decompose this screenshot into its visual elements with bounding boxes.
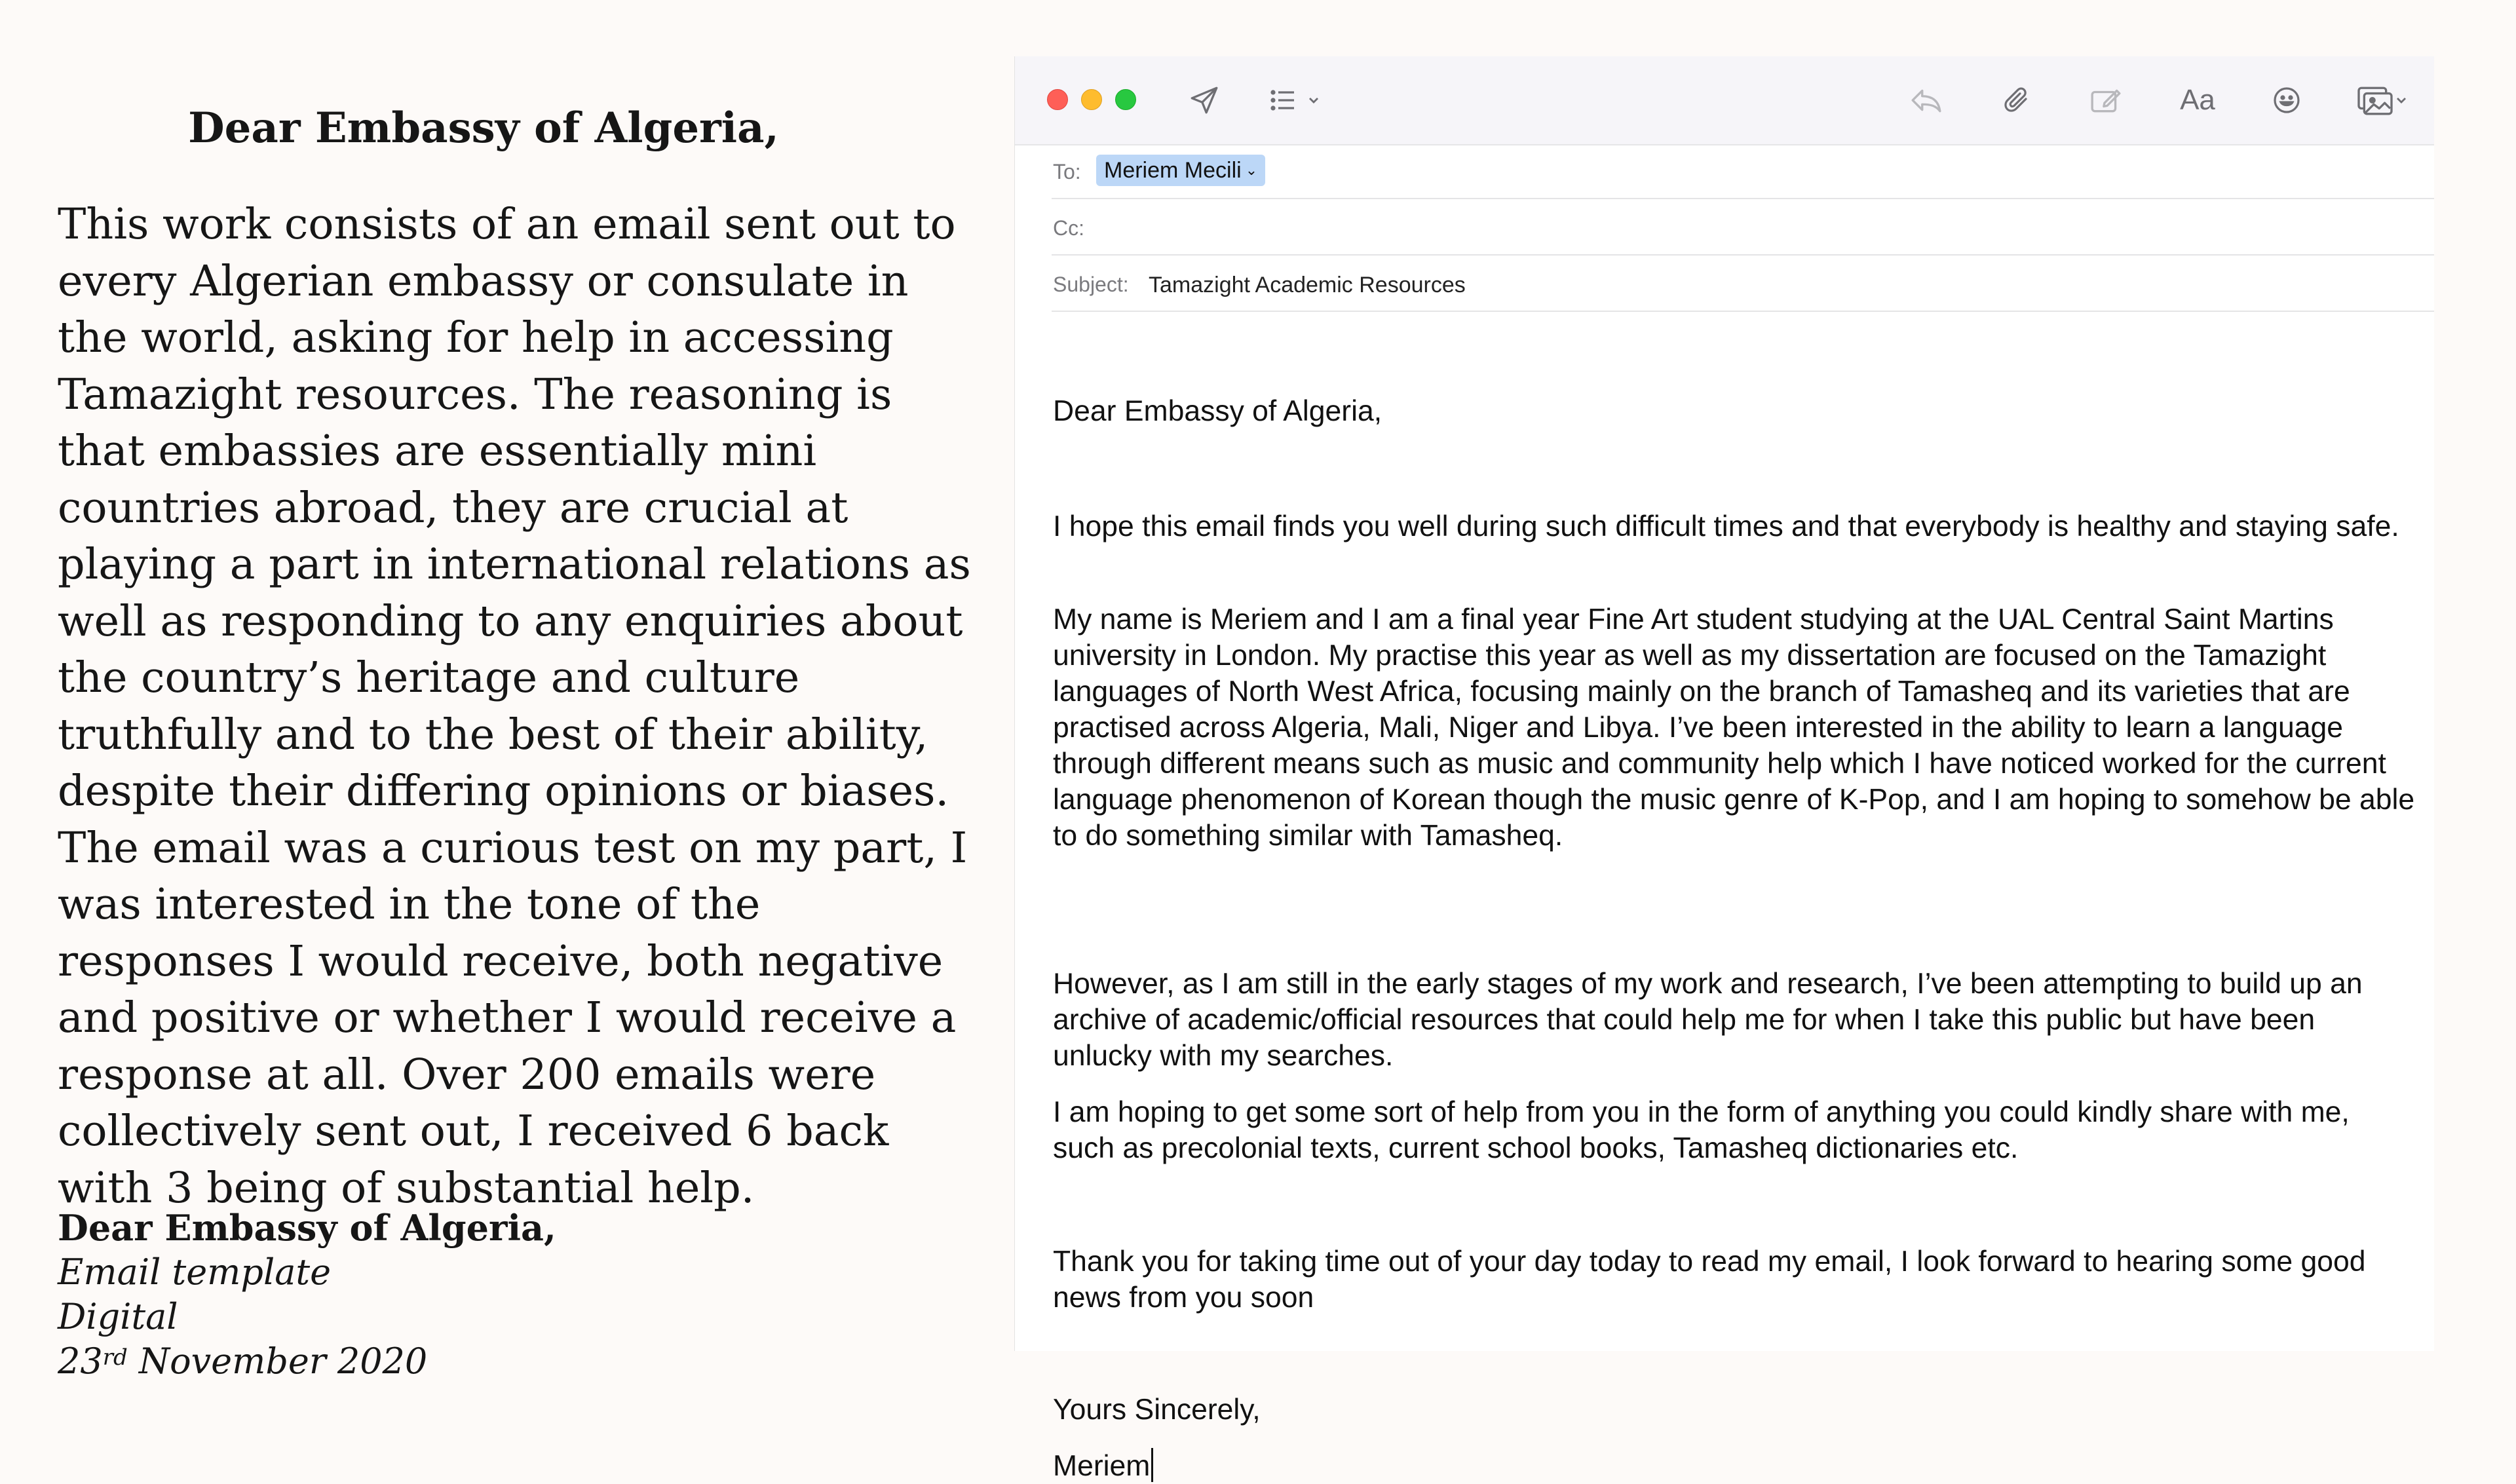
caption-date-suffix: rd (102, 1344, 128, 1371)
close-window-button[interactable] (1047, 89, 1068, 110)
divider (1052, 311, 2434, 312)
caption-date-day: 23 (58, 1341, 103, 1382)
markup-button[interactable] (2084, 79, 2127, 122)
body-paragraph-2: My name is Meriem and I am a final year Fine Art student studying at the UAL Central Saint Martins university in London. My practise this year as well as my dissertation are focused on the Tamazight languages of North West Africa, focusing mainly on the branch of Tamasheq and its varieties that are practised across Algeria, Mali, Niger and Libya. I’ve been interested in the ability to learn a language through different means such as music and community help which I have noticed worked for the current language phenomenon of Korean though the music genre of K-Pop, and I am hoping to somehow be able to do something similar with Tamasheq. (1053, 603, 2415, 852)
send-icon (1188, 84, 1221, 117)
chevron-down-icon (1307, 94, 1320, 107)
format-text-button[interactable]: Aa (2180, 84, 2215, 116)
to-label: To: (1053, 160, 1081, 183)
divider (1052, 198, 2434, 199)
caption-date-rest: November 2020 (127, 1341, 428, 1382)
body-paragraph-5: Thank you for taking time out of your day today to read my email, I look forward to hearing some good news from you soon (1053, 1246, 2366, 1314)
emoji-icon (2271, 85, 2302, 116)
mail-compose-window (1014, 56, 2434, 1482)
recipient-name: Meriem Mecili (1104, 157, 1242, 183)
photo-browser-button[interactable] (2349, 79, 2414, 122)
body-greeting: Dear Embassy of Algeria, (1053, 395, 1382, 427)
minimize-window-button[interactable] (1081, 89, 1102, 110)
body-signature: Meriem (1053, 1450, 1151, 1482)
photo-browser-icon (2355, 84, 2395, 117)
chevron-down-icon (2395, 94, 2408, 107)
subject-label: Subject: (1053, 273, 1129, 296)
cc-field-row[interactable] (1015, 200, 2434, 256)
list-format-button[interactable] (1264, 79, 1327, 122)
caption-date (58, 1339, 556, 1384)
text-cursor (1151, 1448, 1153, 1482)
recipient-token[interactable] (1096, 155, 1265, 186)
statement-paragraph: This work consists of an email sent out to every Algerian embassy or consulate in the world, asking for help in accessing Tamazight resources. The reasoning is that embassies are essentially mini countries abroad, they are crucial at playing a part in international relations as well as responding to any enquiries about the country’s heritage and culture truthfully and to the best of their ability, despite their differing opinions or biases. The email was a curious test on my part, I was interested in the tone of the responses I would receive, both negative and positive or whether I would receive a response at all. Over 200 emails were collectively sent out, I received 6 back with 3 being of substantial help. (58, 200, 971, 1213)
to-field-row (1015, 144, 2434, 199)
body-paragraph-1: I hope this email finds you well during such difficult times and that everybody is healthy and staying safe. (1053, 510, 2399, 542)
send-button[interactable] (1183, 79, 1226, 122)
chevron-down-icon: ⌄ (1245, 162, 1258, 178)
markup-icon (2089, 85, 2122, 115)
attach-button[interactable] (1995, 79, 2038, 122)
subject-input[interactable]: Tamazight Academic Resources (1149, 273, 1466, 297)
body-paragraph-3: However, as I am still in the early stages of my work and research, I’ve been attempting to build up an archive of academic/official resources that could help me for when I take this public but have been unlucky with my searches. (1053, 968, 2363, 1072)
body-signoff: Yours Sincerely, (1053, 1394, 1261, 1426)
caption-format: Digital (58, 1296, 178, 1337)
divider (1052, 254, 2434, 256)
cc-label: Cc: (1053, 216, 1084, 240)
reply-icon (1910, 86, 1943, 115)
zoom-window-button[interactable] (1115, 89, 1136, 110)
compose-toolbar (1015, 56, 2434, 145)
caption-title: Dear Embassy of Algeria, (58, 1207, 556, 1249)
emoji-button[interactable] (2265, 79, 2308, 122)
body-paragraph-4: I am hoping to get some sort of help from you in the form of anything you could kindly share with me, such as precolonial texts, current school books, Tamasheq dictionaries etc. (1053, 1096, 2350, 1164)
statement-title: Dear Embassy of Algeria, (188, 104, 779, 153)
subject-field-row[interactable] (1015, 257, 2434, 312)
list-format-icon (1270, 87, 1307, 113)
body-signature-line (1053, 1448, 2416, 1484)
caption-medium: Email template (58, 1251, 332, 1293)
artwork-caption (58, 1206, 556, 1384)
reply-button[interactable] (1905, 79, 1948, 122)
attachment-icon (2001, 84, 2032, 117)
